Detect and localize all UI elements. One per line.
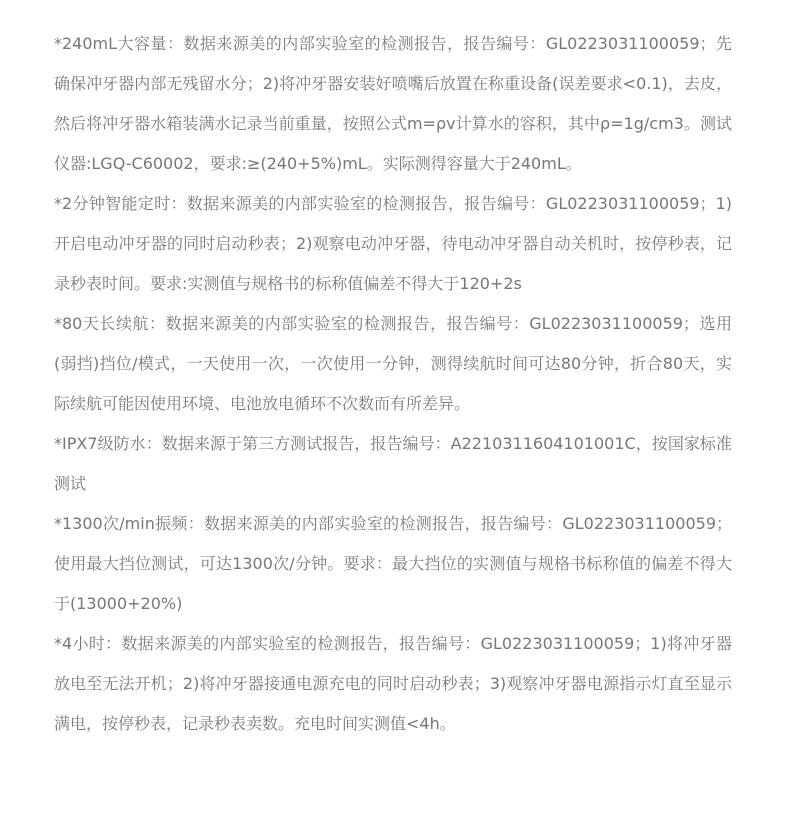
note-vibration-frequency: *1300次/min振频：数据来源美的内部实验室的检测报告，报告编号：GL0223031100059；使用最大挡位测试，可达1300次/分钟。要求：最大挡位的实测值与规格书标称值的偏差不得大于(13000+20%) bbox=[54, 514, 732, 613]
note-smart-timer: *2分钟智能定时：数据来源美的内部实验室的检测报告，报告编号：GL0223031100059；1)开启电动冲牙器的同时启动秒表；2)观察电动冲牙器，待电动冲牙器自动关机时，按停秒表，记录秒表时间。要求:实测值与规格书的标称值偏差不得大于120+2s bbox=[54, 194, 732, 293]
note-charging-time: *4小时：数据来源美的内部实验室的检测报告，报告编号：GL0223031100059；1)将冲牙器放电至无法开机；2)将冲牙器接通电源充电的同时启动秒表；3)观察冲牙器电源指示灯直至显示满电，按停秒表，记录秒表卖数。充电时间实测值<4h。 bbox=[54, 634, 732, 733]
note-waterproof: *IPX7级防水：数据来源于第三方测试报告，报告编号：A2210311604101001C，按国家标准测试 bbox=[54, 434, 732, 493]
disclaimer-notes bbox=[54, 24, 732, 744]
note-battery-life: *80天长续航：数据来源美的内部实验室的检测报告，报告编号：GL0223031100059；选用(弱挡)挡位/模式，一天使用一次，一次使用一分钟，测得续航时间可达80分钟，折合80天，实际续航可能因使用环境、电池放电循环不次数而有所差异。 bbox=[54, 314, 732, 413]
note-capacity: *240mL大容量：数据来源美的内部实验室的检测报告，报告编号：GL0223031100059；先确保冲牙器内部无残留水分；2)将冲牙器安装好喷嘴后放置在称重设备(误差要求<0.1)，去皮，然后将冲牙器水箱装满水记录当前重量，按照公式m=ρv计算水的容积，其中ρ=1g/cm3。测试仪器:LGQ-C60002，要求:≥(240+5%)mL。实际测得容量大于240mL。 bbox=[54, 34, 732, 173]
